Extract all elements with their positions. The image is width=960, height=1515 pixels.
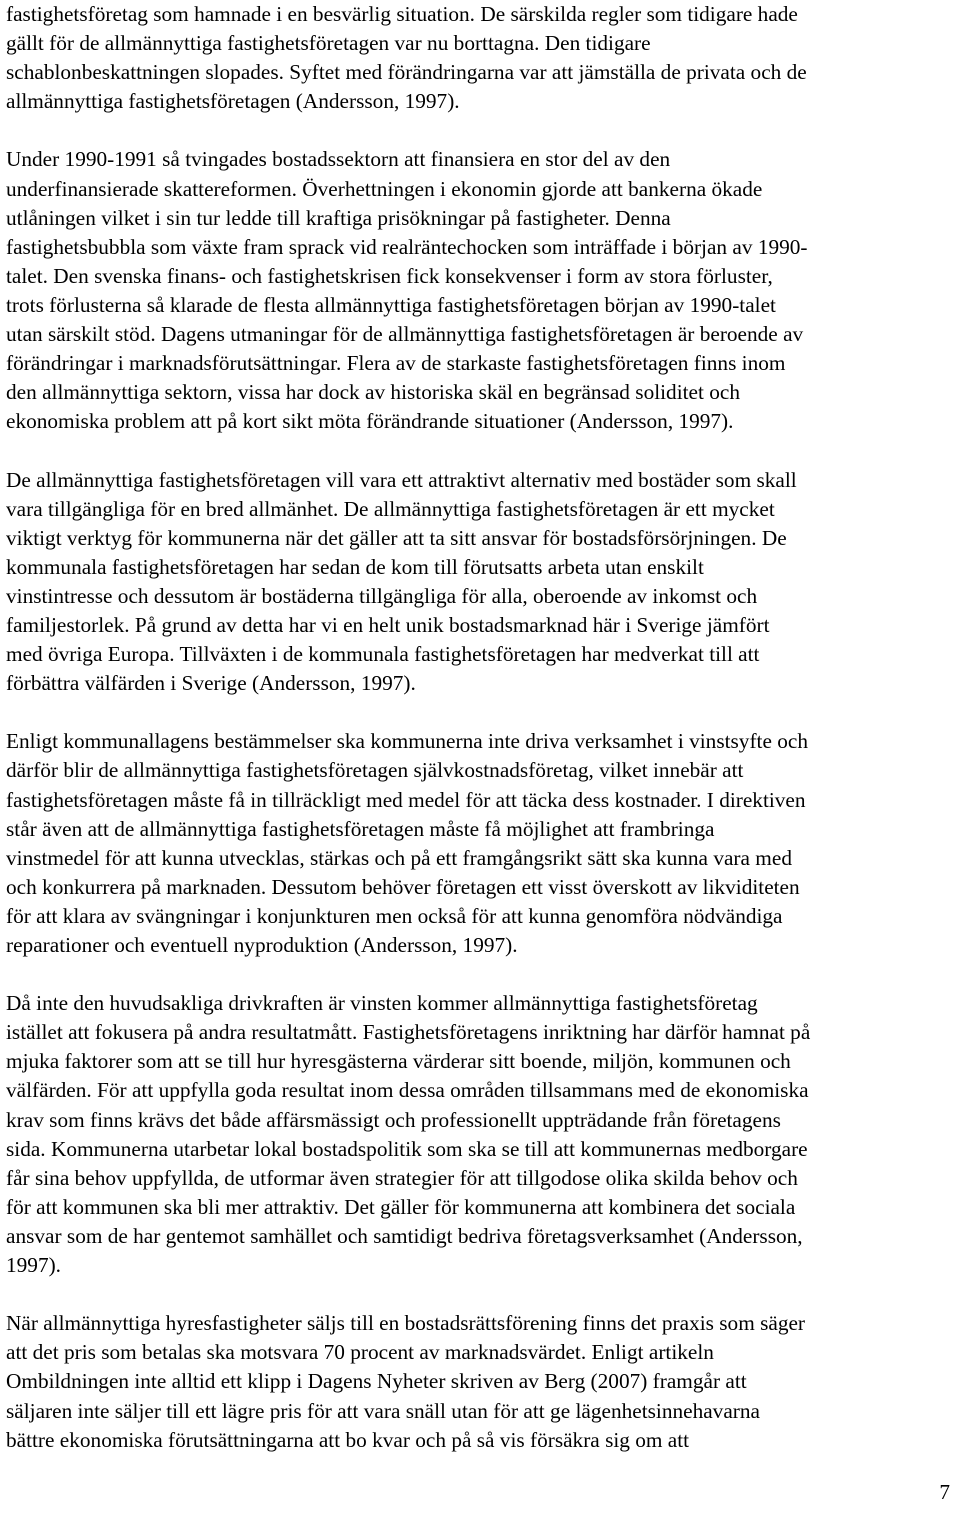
text-line: bättre ekonomiska förutsättningarna att bo kvar och på så vis försäkra sig om att — [6, 1427, 690, 1452]
text-line: vinstintresse och dessutom är bostäderna tillgängliga för alla, oberoende av inkomst och — [6, 583, 758, 608]
text-line: står även att de allmännyttiga fastighetsföretagen måste få möjlighet att frambringa — [6, 816, 715, 841]
text-line: Under 1990-1991 så tvingades bostadssektorn att finansiera en stor del av den — [6, 147, 671, 172]
text-line: utan särskilt stöd. Dagens utmaningar för de allmännyttiga fastighetsföretagen är beroende av — [6, 322, 804, 347]
text-line: De allmännyttiga fastighetsföretagen vill vara ett attraktivt alternativ med bostäder som skall — [6, 467, 797, 492]
paragraph-4 — [6, 727, 956, 960]
text-line: för att klara av svängningar i konjunkturen men också för att kunna genomföra nödvändiga — [6, 903, 783, 928]
text-line: säljaren inte säljer till ett lägre pris för att vara snäll utan för att ge lägenhetsinnehavarna — [6, 1398, 760, 1423]
text-line: reparationer och eventuell nyproduktion (Andersson, 1997). — [6, 933, 518, 957]
text-line: schablonbeskattningen slopades. Syftet med förändringarna var att jämställa de privata och de — [6, 60, 807, 85]
text-line: för att kommunen ska bli mer attraktiv. Det gäller för kommunerna att kombinera det sociala — [6, 1194, 796, 1219]
paragraph-gap — [6, 1280, 956, 1309]
text-line: förändringar i marknadsförutsättningar. Flera av de starkaste fastighetsföretagen finns inom — [6, 351, 786, 376]
text-line: underfinansierade skattereformen. Överhettningen i ekonomin gjorde att bankerna ökade — [6, 176, 763, 201]
text-line: Ombildningen inte alltid ett klipp i Dagens Nyheter skriven av Berg (2007) framgår att — [6, 1369, 747, 1394]
text-line: fastighetsbubbla som växte fram sprack vid realräntechocken som inträffade i början av 1990- — [6, 234, 808, 259]
text-line: krav som finns krävs det både affärsmässigt och professionellt uppträdande från företagens — [6, 1107, 781, 1132]
paragraph-gap — [6, 698, 956, 727]
text-line: vara tillgängliga för en bred allmänhet. De allmännyttiga fastighetsföretagen är ett mycket — [6, 496, 775, 521]
text-line: ekonomiska problem att på kort sikt möta förändrande situationer (Andersson, 1997). — [6, 409, 734, 434]
paragraph-6 — [6, 1309, 956, 1454]
paragraph-3 — [6, 466, 956, 699]
page-number: 7 — [939, 1480, 950, 1504]
paragraph-5 — [6, 989, 956, 1280]
text-line: välfärden. För att uppfylla goda resultat inom dessa områden tillsammans med de ekonomiska — [6, 1078, 809, 1103]
text-line: istället att fokusera på andra resultatmått. Fastighetsföretagens inriktning har därför hamnat på — [6, 1020, 811, 1045]
text-line: allmännyttiga fastighetsföretagen (Andersson, 1997). — [6, 89, 460, 114]
text-line: 1997). — [6, 1253, 62, 1278]
text-line: ansvar som de har gentemot samhället och samtidigt bedriva företagsverksamhet (Andersson, — [6, 1223, 803, 1248]
text-line: Enligt kommunallagens bestämmelser ska kommunerna inte driva verksamhet i vinstsyfte och — [6, 729, 808, 754]
text-line: fastighetsföretagen måste få in tillräckligt med medel för att täcka dess kostnader. I direktiven — [6, 787, 806, 812]
text-line: utlåningen vilket i sin tur ledde till kraftiga prisökningar på fastigheter. Denna — [6, 205, 671, 230]
paragraph-2 — [6, 145, 956, 436]
text-line: sida. Kommunerna utarbetar lokal bostadspolitik som ska se till att kommunernas medborgare — [6, 1136, 808, 1161]
paragraph-gap — [6, 436, 956, 465]
document-body — [6, 0, 956, 1455]
paragraph-gap — [6, 960, 956, 989]
text-line: vinstmedel för att kunna utvecklas, stärkas och på ett framgångsrikt sätt ska kunna vara med — [6, 845, 792, 870]
text-line: trots förlusterna så klarade de flesta allmännyttiga fastighetsföretagen början av 1990-talet — [6, 292, 776, 317]
text-line: och konkurrera på marknaden. Dessutom behöver företagen ett visst överskott av likviditeten — [6, 874, 800, 899]
text-line: förbättra välfärden i Sverige (Andersson, 1997). — [6, 671, 416, 696]
text-line: mjuka faktorer som att se till hur hyresgästerna värderar sitt boende, miljön, kommunen och — [6, 1049, 791, 1074]
text-line: familjestorlek. På grund av detta har vi en helt unik bostadsmarknad här i Sverige jämfört — [6, 612, 770, 637]
text-line: kommunala fastighetsföretagen har sedan de kom till förutsatts arbeta utan enskilt — [6, 554, 704, 579]
text-line: får sina behov uppfyllda, de utformar även strategier för att tillgodose olika skilda behov och — [6, 1165, 798, 1190]
text-line: Då inte den huvudsakliga drivkraften är vinsten kommer allmännyttiga fastighetsföretag — [6, 991, 758, 1016]
text-line: talet. Den svenska finans- och fastighetskrisen fick konsekvenser i form av stora förluster, — [6, 263, 773, 288]
paragraph-gap — [6, 116, 956, 145]
text-line: gällt för de allmännyttiga fastighetsföretagen var nu borttagna. Den tidigare — [6, 31, 651, 56]
text-line: den allmännyttiga sektorn, vissa har dock av historiska skäl en begränsad soliditet och — [6, 380, 740, 405]
paragraph-1 — [6, 0, 956, 116]
text-line: att det pris som betalas ska motsvara 70 procent av marknadsvärdet. Enligt artikeln — [6, 1340, 714, 1365]
text-line: viktigt verktyg för kommunerna när det gäller att ta sitt ansvar för bostadsförsörjningen. De — [6, 525, 787, 550]
text-line: därför blir de allmännyttiga fastighetsföretagen självkostnadsföretag, vilket innebär att — [6, 758, 744, 783]
text-line: När allmännyttiga hyresfastigheter säljs till en bostadsrättsförening finns det praxis som säger — [6, 1311, 806, 1336]
text-line: med övriga Europa. Tillväxten i de kommunala fastighetsföretagen har medverkat till att — [6, 642, 760, 667]
text-line: fastighetsföretag som hamnade i en besvärlig situation. De särskilda regler som tidigare hade — [6, 2, 798, 26]
